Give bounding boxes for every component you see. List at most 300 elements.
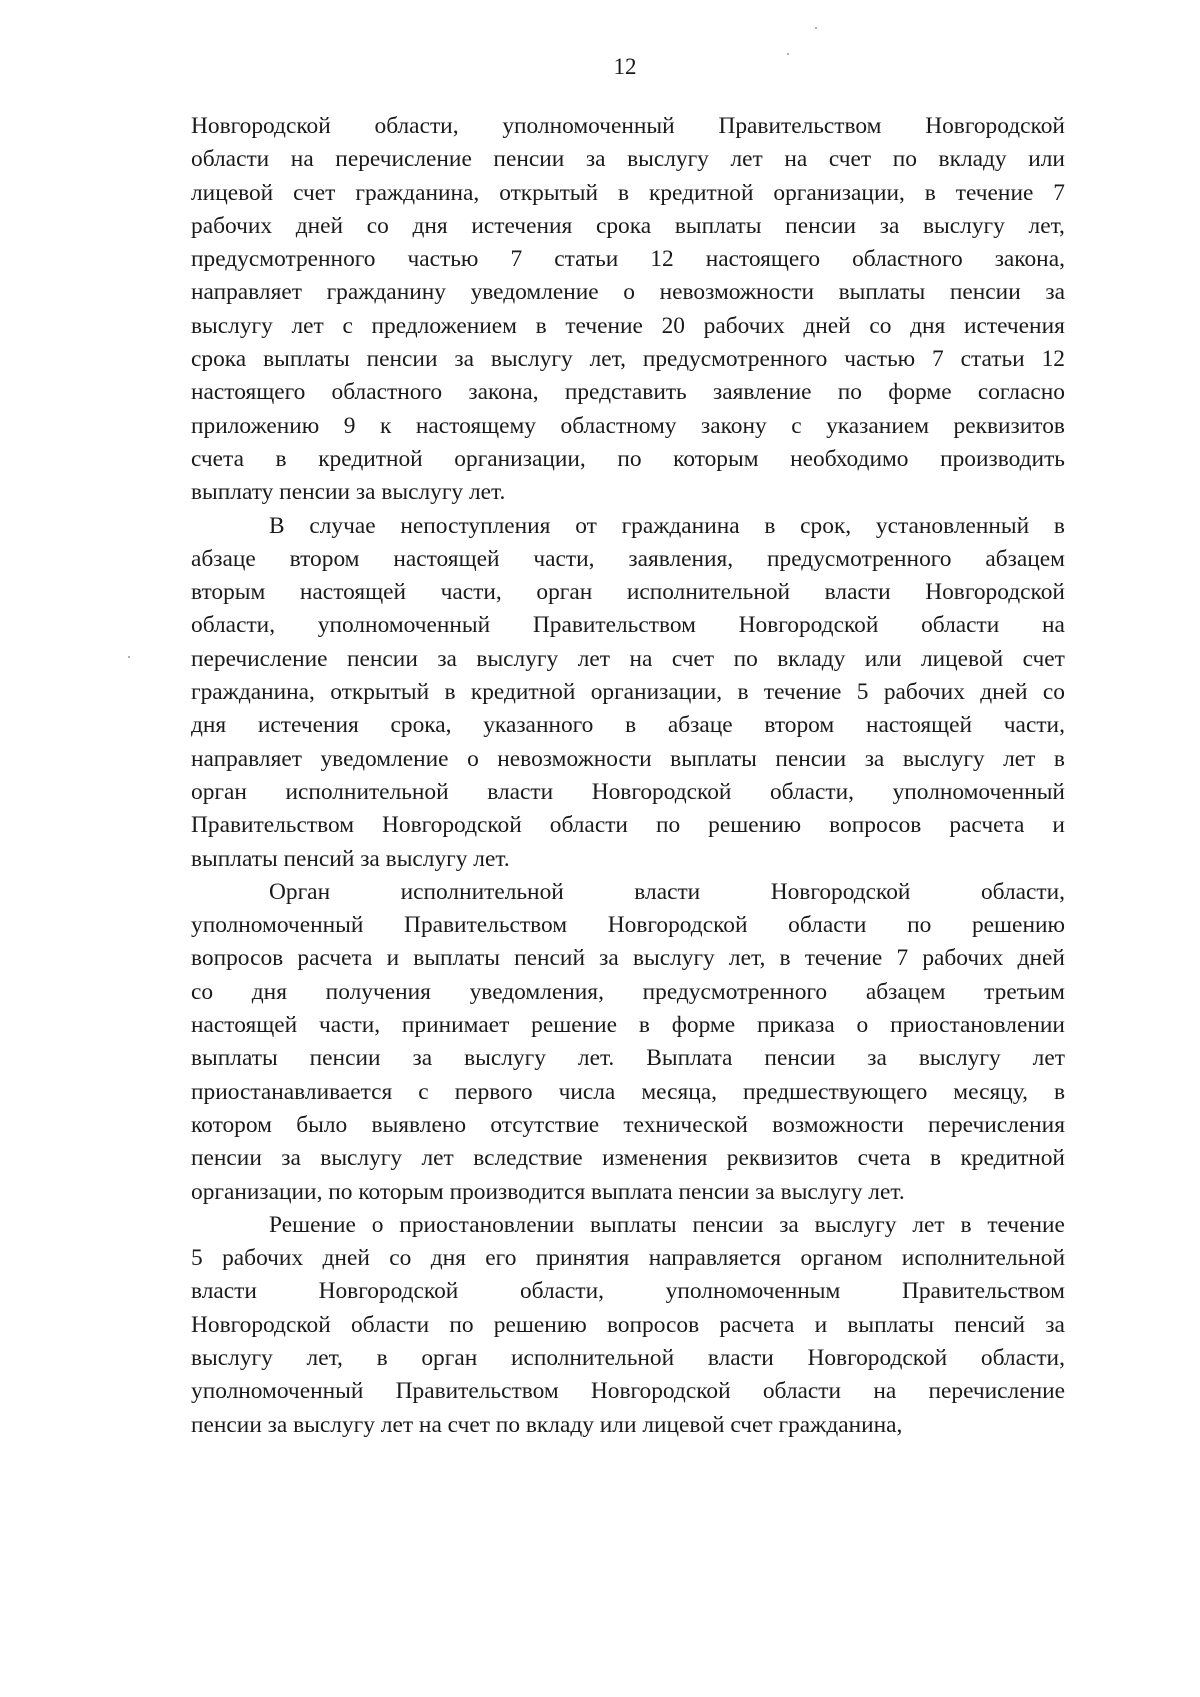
word: лет, [728,945,766,972]
word: в [535,312,547,339]
word: за [867,1045,887,1072]
word: 7 [510,246,523,273]
word: о [623,279,635,306]
word: организации, [454,445,586,472]
word: представить [564,379,687,406]
word: по [837,379,862,406]
text-line: выплаты пенсий за выслугу лет. [191,845,510,872]
word: за [585,146,606,173]
word: Новгородской [591,778,732,805]
word: пенсии [692,1211,764,1238]
word: области, [769,778,855,805]
word: со [869,312,892,339]
word: власти [191,1278,257,1305]
word: области [191,146,270,173]
word: возможности [772,1111,904,1138]
text-line [191,1242,1065,1275]
word: в [1053,745,1065,772]
word: гражданина, [355,179,480,206]
word: которым [673,445,759,472]
word: по [655,812,681,839]
word: решению [493,1311,587,1338]
word: выявлено [371,1111,467,1138]
word: дня [412,212,448,239]
word: рабочих [703,312,785,339]
word: уполномоченный [892,778,1065,805]
word: и [386,945,400,972]
word: лет. [577,1045,615,1072]
text-line [191,776,1065,809]
justified-line [191,1142,1065,1175]
word: области [350,1311,430,1338]
word: выплаты [589,1211,677,1238]
word: счета [191,445,244,472]
word: срок, [800,512,852,539]
justified-line [191,276,1065,309]
word: Новгородской [191,1311,331,1338]
word: исполнительной [400,878,564,905]
word: на [873,1378,897,1405]
word: расчета [297,945,373,972]
word: решению [971,912,1065,939]
word: расчета [719,1311,795,1338]
word: вторым [191,579,266,606]
text-line [191,1275,1065,1308]
word: кредитной [318,445,423,472]
word: лет [1032,1045,1065,1072]
word: дней [803,312,851,339]
word: настоящей [865,712,973,739]
word: уполномоченный [502,113,675,139]
word: 7 [896,945,909,972]
word: в [1053,1078,1065,1105]
text-line [191,576,1065,609]
word: власти [487,778,554,805]
word: лет [1003,745,1036,772]
word: по [907,912,932,939]
word: о [856,1012,869,1039]
word: Новгородской [607,912,748,939]
word: выслугу [923,212,1005,239]
word: статьи [554,246,619,273]
word: течение [955,179,1034,206]
word: настоящему [415,412,536,439]
word: части, [440,579,502,606]
word: получения [325,978,431,1005]
text-line [191,1076,1065,1109]
text-line [191,976,1065,1009]
text-line [191,1375,1065,1408]
word: приостановлении [399,1211,575,1238]
word: Правительством [901,1278,1065,1305]
word: течение [804,945,883,972]
word: абзаце [667,712,733,739]
word: дней [1017,945,1065,972]
word: непоступления [400,512,551,539]
word: области, [374,113,459,139]
word: пенсии [309,1045,381,1072]
word: открытый [499,179,599,206]
word: было [296,1111,348,1138]
word: гражданину [326,279,446,306]
word: втором [289,545,360,572]
word: Новгородской [925,113,1065,139]
word: решение [531,1012,618,1039]
text-line [191,210,1065,243]
word: областного [331,379,443,406]
word: срока [595,212,652,239]
word: выплаты [191,1045,278,1072]
word: выслугу [632,945,715,972]
word: в [625,712,637,739]
text-line [191,1342,1065,1375]
word: реквизитов [953,412,1065,439]
word: предусмотренного [642,978,828,1005]
word: уполномоченным [665,1278,841,1305]
word: дня [251,978,287,1005]
text-line [191,809,1065,842]
word: пенсии [347,645,418,672]
word: с [418,1078,429,1105]
word: приказа [756,1012,835,1039]
word: пенсии [493,146,565,173]
text-line: пенсии за выслугу лет на счет по вкладу или лицевой счет гражданина, [191,1411,903,1438]
word: органом [800,1245,883,1272]
word: перечисление [928,1378,1065,1405]
word: настоящей [299,579,407,606]
word: части, [533,545,595,572]
word: настоящей [191,1012,298,1039]
word: выслугу [627,146,709,173]
word: первого [454,1078,533,1105]
word: Правительством [395,1378,559,1405]
word: отсутствие [490,1111,600,1138]
justified-line [191,976,1065,1009]
word: 5 [856,679,869,706]
word: за [412,1045,433,1072]
word: случае [309,512,376,539]
word: и [1052,812,1065,839]
word: уполномоченный [317,612,491,639]
word: в [924,179,936,206]
word: частью [844,346,916,373]
word: за [281,1145,301,1172]
text-line [191,876,1065,909]
word: за [1045,279,1065,306]
word: месяцу, [953,1078,1028,1105]
justified-line [269,510,1065,543]
word: вопросов [829,812,922,839]
word: части, [1003,712,1065,739]
word: в [376,1344,388,1371]
word: за [779,1211,799,1238]
word: 9 [343,412,356,439]
word: кредитной [470,679,576,706]
word: дня [430,1245,466,1272]
document-body [191,110,1065,1442]
word: со [191,978,214,1005]
word: приостанавливается [191,1078,393,1105]
word: в [929,1145,942,1172]
word: срока, [390,712,452,739]
word: Орган [269,878,331,905]
word: области [921,612,1000,639]
text-line [191,676,1065,709]
word: Новгородской [191,113,331,139]
word: перечисление [191,645,328,672]
word: направляет [191,745,302,772]
word: предусмотренного [767,545,952,572]
word: власти [634,878,701,905]
word: по [617,445,642,472]
text-line [191,543,1065,576]
text-line: выплату пенсии за выслугу лет. [191,479,506,506]
word: вопросов [191,945,284,972]
word: выплаты [413,945,500,972]
word: Новгородской [318,1278,459,1305]
word: закона, [994,246,1065,273]
word: течение [763,679,842,706]
word: исполнительной [901,1245,1065,1272]
text-line [191,243,1065,276]
text-line [191,909,1065,942]
word: закона, [468,379,539,406]
word: указанием [826,412,930,439]
text-line [191,1142,1065,1175]
word: о [467,745,479,772]
word: на [290,146,314,173]
word: лет [421,1145,454,1172]
word: счет [1022,645,1065,672]
word: лет [912,1211,945,1238]
justified-line [191,1042,1065,1075]
word: за [879,212,900,239]
word: пенсий [514,945,585,972]
word: настоящего [705,246,821,273]
word: лицевой [191,179,274,206]
text-line [191,310,1065,343]
text-line: организации, по которым производится выплата пенсии за выслугу лет. [191,1178,905,1205]
scan-speck [787,53,789,55]
word: организации, [773,179,905,206]
word: его [485,1245,517,1272]
justified-line [191,177,1065,210]
word: производить [940,445,1065,472]
word: по [449,1311,474,1338]
word: абзаце [191,545,256,572]
word: на [1042,612,1065,639]
word: форме [671,1012,736,1039]
word: настоящего [191,379,306,406]
word: уведомления, [469,978,604,1005]
word: лет [730,146,763,173]
word: орган [536,579,593,606]
word: за [599,945,619,972]
word: выслугу [918,1045,1001,1072]
scan-speck [815,27,817,29]
word: области, [191,612,276,639]
text-line [191,743,1065,776]
word: истечения [471,212,573,239]
word: изменения [602,1145,708,1172]
word: дней [322,1245,370,1272]
justified-line [191,1009,1065,1042]
justified-line [191,310,1065,343]
text-line [191,110,1065,143]
word: Правительством [404,912,568,939]
word: счет [293,179,336,206]
word: в [1053,512,1065,539]
word: от [575,512,597,539]
word: на [784,146,808,173]
word: приложению [191,412,320,439]
word: заявление [712,379,812,406]
word: выслугу [191,312,273,339]
word: дня [910,312,946,339]
justified-line [191,243,1065,276]
word: за [1045,1311,1065,1338]
justified-line [191,1375,1065,1408]
word: области, [519,1278,605,1305]
word: гражданина [621,512,740,539]
justified-line [191,343,1065,376]
word: лицевой [920,645,1004,672]
word: пенсии [191,1145,262,1172]
word: течение [987,1211,1065,1238]
word: орган [191,778,247,805]
justified-line [191,1275,1065,1308]
word: Правительством [191,812,355,839]
word: выслугу [490,346,573,373]
word: выслугу [476,645,559,672]
justified-line [191,942,1065,975]
word: предусмотренного [642,346,828,373]
word: пенсии [764,1045,836,1072]
word: невозможности [497,745,652,772]
word: выплаты [670,745,757,772]
paragraph [191,110,1065,510]
word: области, [980,878,1065,905]
word: технической [623,1111,748,1138]
word: выплаты [263,346,350,373]
word: вследствие [473,1145,583,1172]
word: с [791,412,802,439]
justified-line [191,1076,1065,1109]
page-number: 12 [613,54,637,79]
word: направляется [648,1245,782,1272]
word: уполномоченный [191,1378,364,1405]
text-line [191,276,1065,309]
word: пенсии [775,745,847,772]
word: области [762,1378,842,1405]
word: втором [764,712,835,739]
word: со [366,212,389,239]
word: со [1042,679,1065,706]
justified-line [191,609,1065,642]
word: выслугу [814,1211,897,1238]
word: принятия [535,1245,630,1272]
text-line [191,410,1065,443]
paragraph [191,510,1065,876]
word: лет, [1028,212,1065,239]
word: Новгородской [590,1378,731,1405]
text-line [191,1209,1065,1242]
justified-line [191,543,1065,576]
word: 12 [650,246,674,273]
word: пенсии [785,212,857,239]
word: уполномоченный [191,912,364,939]
justified-line [191,443,1065,476]
justified-line [191,1109,1065,1142]
word: лет [577,645,610,672]
paragraph [191,1209,1065,1442]
text-line [191,1109,1065,1142]
word: статьи [960,346,1025,373]
word: рабочих [922,945,1004,972]
word: абзацем [865,978,946,1005]
word: организации, [590,679,723,706]
justified-line [191,210,1065,243]
word: в [275,445,287,472]
word: Выплата [646,1045,733,1072]
text-line [191,1009,1065,1042]
text-line [191,510,1065,543]
word: выслугу [320,1145,403,1172]
word: исполнительной [626,579,791,606]
justified-line [191,1342,1065,1375]
text-line [191,1042,1065,1075]
word: счет [671,645,715,672]
word: со [389,1245,412,1272]
word: Новгородской [738,612,879,639]
word: Новгородской [807,1344,948,1371]
word: в [779,945,791,972]
word: реквизитов [726,1145,839,1172]
paragraph [191,876,1065,1209]
word: рабочих [191,212,273,239]
word: власти [824,579,891,606]
word: выслугу [191,1344,273,1371]
word: части, [318,1012,381,1039]
word: 7 [932,346,944,373]
text-line [191,609,1065,642]
text-line [191,177,1065,210]
word: дней [295,212,344,239]
word: за [454,346,474,373]
word: Новгородской [382,812,522,839]
text-line [191,709,1065,742]
word: дня [191,712,227,739]
word: по [733,645,758,672]
word: вкладу [777,645,846,672]
word: гражданина, [191,679,315,706]
text-line [191,343,1065,376]
word: в [764,512,776,539]
word: исполнительной [510,1344,675,1371]
text-line [191,376,1065,409]
word: абзацем [985,545,1065,572]
text-line [191,1309,1065,1342]
text-line [191,643,1065,676]
word: счета [857,1145,911,1172]
word: истечения [963,312,1065,339]
justified-line [191,709,1065,742]
word: невозможности [659,279,814,306]
word: Правительством [718,113,882,139]
word: дней [980,679,1028,706]
word: орган [421,1344,478,1371]
justified-line [191,909,1065,942]
